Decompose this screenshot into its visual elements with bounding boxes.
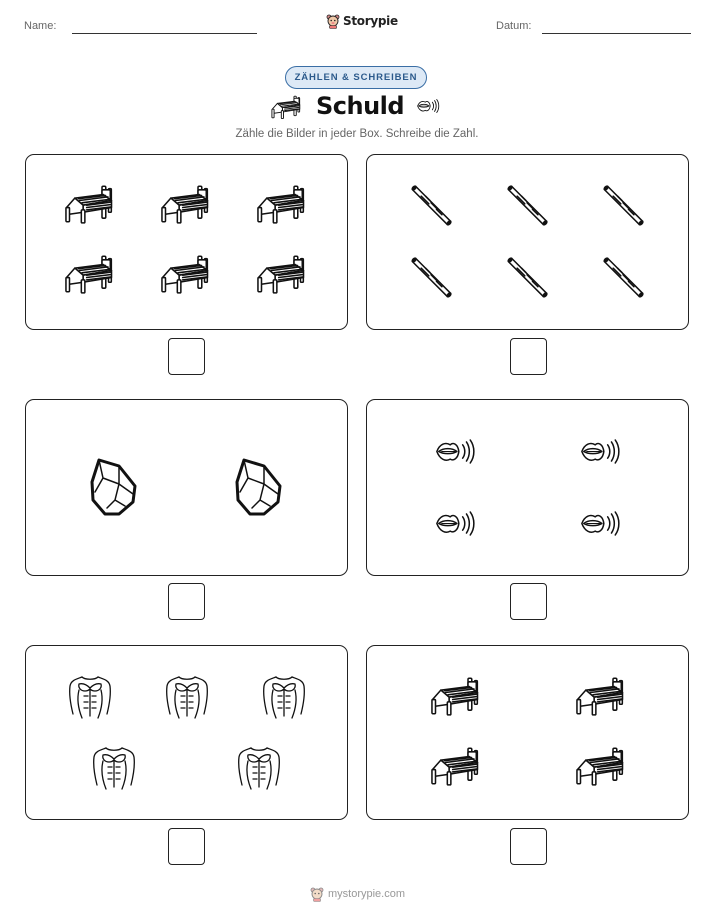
torso-icon bbox=[67, 674, 113, 720]
bed-icon bbox=[159, 182, 211, 226]
bed-icon bbox=[63, 182, 115, 226]
title-row bbox=[0, 92, 714, 124]
bed-icon bbox=[574, 674, 626, 718]
torso-icon bbox=[91, 745, 137, 791]
mouth-sound-icon bbox=[579, 508, 621, 539]
bed-icon bbox=[429, 674, 481, 718]
footer bbox=[310, 886, 405, 902]
category-badge: ZÄHLEN & SCHREIBEN bbox=[285, 66, 427, 89]
stick-icon bbox=[407, 254, 455, 302]
bed-icon bbox=[159, 252, 211, 296]
bear-mascot-icon bbox=[310, 886, 324, 902]
page-title: Schuld bbox=[316, 92, 405, 120]
brand-logo bbox=[326, 13, 398, 29]
mouth-sound-icon bbox=[434, 436, 476, 467]
answer-box-2[interactable] bbox=[510, 338, 547, 375]
bed-icon bbox=[255, 182, 307, 226]
stick-icon bbox=[599, 254, 647, 302]
mouth-sound-icon bbox=[579, 436, 621, 467]
bed-icon bbox=[270, 94, 302, 120]
count-box-sticks bbox=[366, 154, 689, 330]
date-line[interactable] bbox=[542, 33, 691, 34]
answer-box-3[interactable] bbox=[168, 583, 205, 620]
torso-icon bbox=[164, 674, 210, 720]
answer-box-4[interactable] bbox=[510, 583, 547, 620]
bed-icon bbox=[574, 744, 626, 788]
name-line[interactable] bbox=[72, 33, 257, 34]
answer-box-6[interactable] bbox=[510, 828, 547, 865]
footer-url[interactable]: mystorypie.com bbox=[328, 888, 406, 900]
torso-icon bbox=[236, 745, 282, 791]
answer-box-1[interactable] bbox=[168, 338, 205, 375]
bed-icon bbox=[63, 252, 115, 296]
date-label: Datum: bbox=[496, 20, 532, 32]
mouth-sound-icon bbox=[416, 97, 440, 115]
count-box-beds bbox=[25, 154, 348, 330]
rock-icon bbox=[234, 456, 286, 520]
instruction-text: Zähle die Bilder in jeder Box. Schreibe die Zahl. bbox=[235, 128, 479, 140]
count-box-rocks bbox=[25, 399, 348, 576]
rock-icon bbox=[89, 456, 141, 520]
name-label: Name: bbox=[24, 20, 57, 32]
brand-name: Storypie bbox=[343, 14, 398, 28]
stick-icon bbox=[407, 182, 455, 230]
mouth-sound-icon bbox=[434, 508, 476, 539]
bed-icon bbox=[255, 252, 307, 296]
count-box-beds-2 bbox=[366, 645, 689, 820]
bear-mascot-icon bbox=[326, 13, 340, 29]
torso-icon bbox=[261, 674, 307, 720]
bed-icon bbox=[429, 744, 481, 788]
stick-icon bbox=[503, 254, 551, 302]
answer-box-5[interactable] bbox=[168, 828, 205, 865]
stick-icon bbox=[599, 182, 647, 230]
count-box-torsos bbox=[25, 645, 348, 820]
stick-icon bbox=[503, 182, 551, 230]
count-box-mouths bbox=[366, 399, 689, 576]
